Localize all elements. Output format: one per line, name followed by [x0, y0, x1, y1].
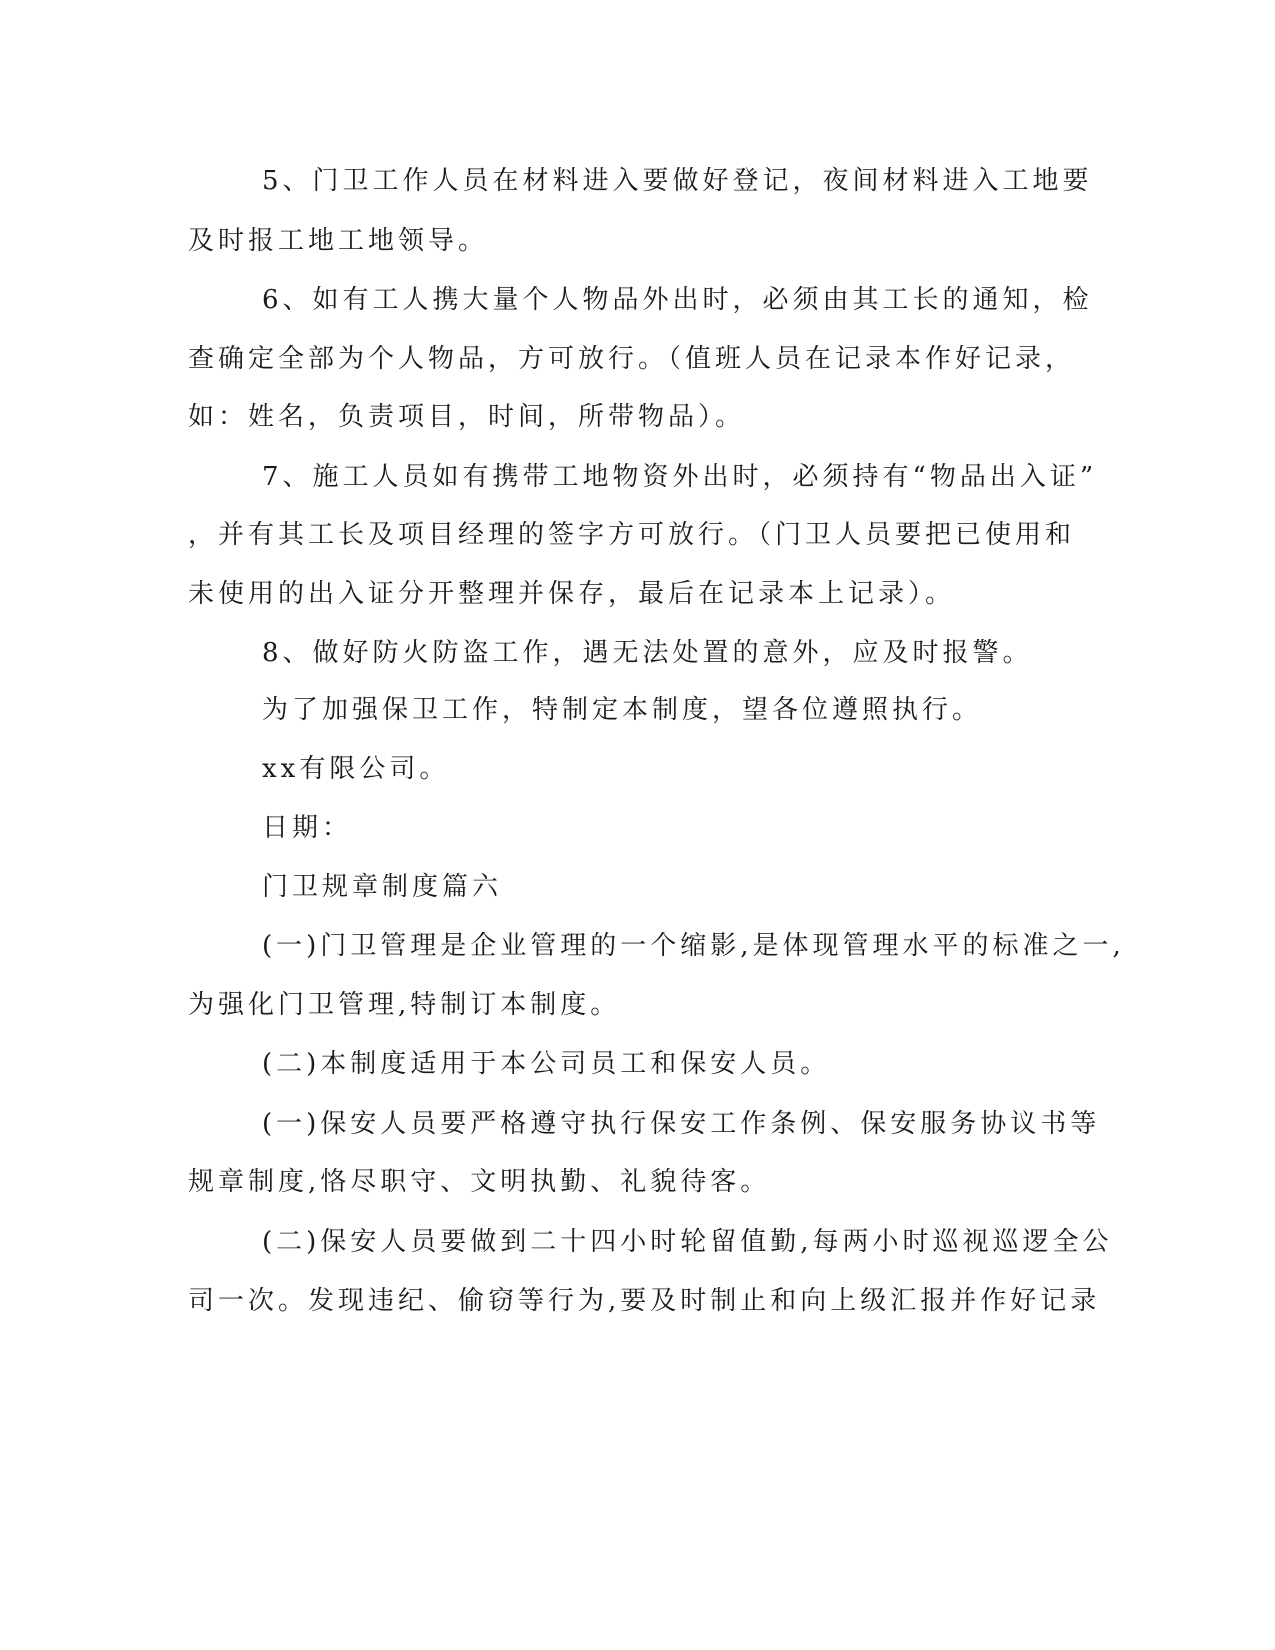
- paragraph-8-line-1: 8、做好防火防盗工作，遇无法处置的意外，应及时报警。: [262, 638, 1033, 668]
- paragraph-7-line-1: 7、施工人员如有携带工地物资外出时，必须持有“物品出入证”: [262, 462, 1098, 492]
- date-label: 日期：: [262, 813, 353, 843]
- section-para-3-line-2: 规章制度,恪尽职守、文明执勤、礼貌待客。: [188, 1167, 771, 1197]
- section-title: 门卫规章制度篇六: [262, 872, 503, 902]
- section-para-2-line-1: (二)本制度适用于本公司员工和保安人员。: [262, 1049, 831, 1079]
- paragraph-6-line-1: 6、如有工人携大量个人物品外出时，必须由其工长的通知，检: [262, 285, 1093, 315]
- section-para-4-line-1: (二)保安人员要做到二十四小时轮留值勤,每两小时巡视巡逻全公: [262, 1227, 1113, 1257]
- paragraph-7-line-2: ，并有其工长及项目经理的签字方可放行。（门卫人员要把已使用和: [188, 520, 1076, 550]
- paragraph-5-line-1: 5、门卫工作人员在材料进入要做好登记，夜间材料进入工地要: [262, 166, 1093, 196]
- paragraph-6-line-3: 如：姓名，负责项目，时间，所带物品）。: [188, 402, 746, 432]
- section-para-1-line-2: 为强化门卫管理,特制订本制度。: [188, 990, 621, 1020]
- paragraph-6-line-2: 查确定全部为个人物品，方可放行。（值班人员在记录本作好记录，: [188, 344, 1076, 374]
- paragraph-5-line-2: 及时报工地工地领导。: [188, 226, 489, 256]
- section-para-3-line-1: (一)保安人员要严格遵守执行保安工作条例、保安服务协议书等: [262, 1109, 1101, 1139]
- section-para-4-line-2: 司一次。发现违纪、偷窃等行为,要及时制止和向上级汇报并作好记录: [188, 1286, 1101, 1316]
- closing-statement: 为了加强保卫工作，特制定本制度，望各位遵照执行。: [262, 695, 983, 725]
- paragraph-7-line-3: 未使用的出入证分开整理并保存，最后在记录本上记录）。: [188, 579, 956, 609]
- section-para-1-line-1: (一)门卫管理是企业管理的一个缩影,是体现管理水平的标准之一,: [262, 931, 1125, 961]
- company-name: xx有限公司。: [262, 754, 450, 784]
